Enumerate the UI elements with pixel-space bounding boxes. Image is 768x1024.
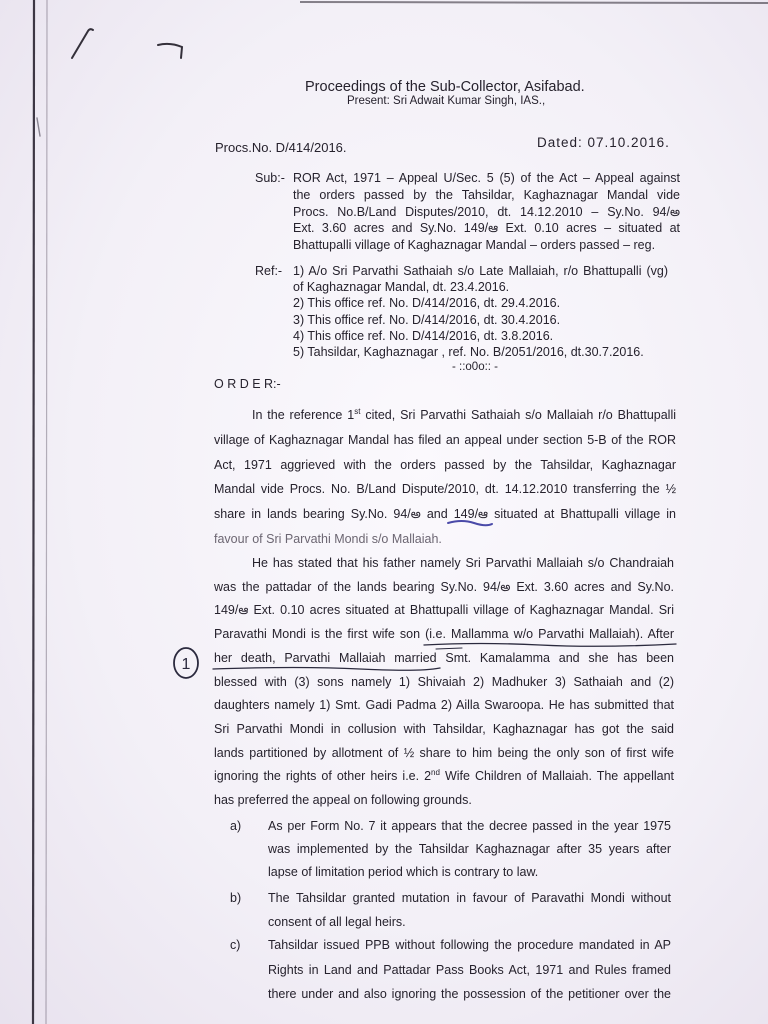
- subject-line: Bhattupalli village of Kaghaznagar Mandal – orders passed – reg.: [293, 238, 656, 253]
- references-label: Ref:-: [255, 264, 283, 278]
- line-text: Wife Children of Mallaiah. The appellant: [439, 769, 674, 784]
- ground-label: c): [230, 938, 241, 952]
- ground-label: a): [230, 818, 242, 833]
- scan-left-edge-line: [33, 0, 34, 1024]
- paragraph-line: has preferred the appeal on following grounds.: [214, 793, 472, 808]
- margin-number: 1: [181, 656, 191, 673]
- pen-hook-mark: [158, 44, 182, 58]
- ground-label: b): [230, 890, 242, 905]
- ground-line: The Tahsildar granted mutation in favour of Paravathi Mondi without: [268, 890, 671, 905]
- scan-margin-line: [46, 0, 47, 1024]
- paragraph-line: Act, 1971 aggrieved with the orders passed by the Tahsildar, Kaghaznagar: [214, 457, 676, 472]
- subject-line: Ext. 3.60 acres and Sy.No. 149/ఆ Ext. 0.10 acres – situated at: [293, 221, 680, 236]
- ordinal-suffix: st: [354, 407, 361, 416]
- ground-line: was implemented by the Tahsildar Kaghaznagar after 35 years after: [268, 841, 671, 856]
- proceedings-date: Dated: 07.10.2016.: [537, 135, 670, 150]
- section-separator: - ::o0o:: -: [452, 361, 499, 373]
- paragraph-line: He has stated that his father namely Sri Parvathi Mallaiah s/o Chandraiah: [252, 556, 674, 570]
- subject-line: the orders passed by the Tahsildar, Kaghaznagar Mandal vide: [293, 187, 680, 202]
- reference-item: 1) A/o Sri Parvathi Sathaiah s/o Late Mallaiah, r/o Bhattupalli (vg): [293, 264, 668, 278]
- pen-underline-second-marriage: [213, 668, 440, 671]
- ground-line: As per Form No. 7 it appears that the decree passed in the year 1975: [268, 818, 671, 833]
- reference-item: 5) Tahsildar, Kaghaznagar , ref. No. B/2051/2016, dt.30.7.2016.: [293, 345, 644, 360]
- presiding-officer: Present: Sri Adwait Kumar Singh, IAS.,: [347, 95, 546, 107]
- paragraph-line: was the pattadar of the lands bearing Sy.No. 94/అ Ext. 3.60 acres and Sy.No.: [214, 579, 674, 594]
- scan-top-edge-line: [300, 2, 768, 3]
- document-title: Proceedings of the Sub-Collector, Asifabad.: [305, 79, 585, 95]
- paragraph-line: Paravathi Mondi is the first wife son (i.e. Mallamma w/o Parvathi Mallaiah). After: [214, 627, 674, 642]
- paragraph-line: Sri Parvathi Mondi in collusion with Tahsildar, Kaghaznagar has got the said: [214, 721, 674, 736]
- line-text: In the reference 1: [252, 408, 355, 422]
- ground-line: there under and also ignoring the possession of the petitioner over the: [268, 987, 671, 1001]
- subject-line: ROR Act, 1971 – Appeal U/Sec. 5 (5) of the Act – Appeal against: [293, 171, 680, 185]
- paragraph-line: favour of Sri Parvathi Mondi s/o Mallaiah.: [214, 531, 442, 546]
- reference-item: 3) This office ref. No. D/414/2016, dt. 30.4.2016.: [293, 312, 561, 327]
- paragraph-line: daughters namely 1) Smt. Gadi Padma 2) Ailla Swaroopa. He has submitted that: [214, 698, 674, 713]
- reference-item: 2) This office ref. No. D/414/2016, dt. 29.4.2016.: [293, 296, 561, 311]
- reference-item: 4) This office ref. No. D/414/2016, dt. 3.8.2016.: [293, 328, 554, 343]
- paragraph-line: lands partitioned by allotment of ½ share to him being the only son of first wife: [214, 745, 674, 760]
- reference-item: of Kaghaznagar Mandal, dt. 23.4.2016.: [293, 280, 510, 295]
- pen-underline-survey-number: [448, 521, 492, 525]
- ground-line: Tahsildar issued PPB without following the procedure mandated in AP: [268, 938, 671, 952]
- pen-tick-mark: [37, 118, 40, 136]
- ground-line: lapse of limitation period which is contrary to law.: [268, 864, 539, 879]
- ground-line: consent of all legal heirs.: [268, 914, 406, 929]
- line-text: ignoring the rights of other heirs i.e. 2: [214, 769, 432, 784]
- order-heading: O R D E R:-: [214, 377, 281, 391]
- ordinal-suffix: nd: [431, 768, 440, 778]
- proceedings-number: Procs.No. D/414/2016.: [215, 140, 347, 155]
- paragraph-line: blessed with (3) sons namely 1) Shivaiah 2) Madhuker 3) Sathaiah and (2): [214, 674, 674, 689]
- paragraph-line: village of Kaghaznagar Mandal has filed an appeal under section 5-B of the ROR: [214, 432, 676, 447]
- subject-line: Procs. No.B/Land Disputes/2010, dt. 14.12.2010 – Sy.No. 94/అ: [293, 204, 680, 219]
- pen-underline-first-wife: [424, 644, 676, 647]
- pen-slash-mark: [72, 29, 93, 58]
- subject-label: Sub:-: [255, 171, 285, 185]
- paragraph-line: her death, Parvathi Mallaiah married Smt. Kamalamma and she has been: [214, 650, 674, 665]
- line-text: cited, Sri Parvathi Sathaiah s/o Mallaiah r/o Bhattupalli: [360, 408, 677, 422]
- paragraph-line: 149/ఆ Ext. 0.10 acres situated at Bhattupalli village of Kaghaznagar Mandal. Sri: [214, 603, 674, 618]
- paragraph-line: share in lands bearing Sy.No. 94/అ and 149/ఆ situated at Bhattupalli village in: [214, 507, 676, 522]
- pen-double-stroke: [436, 648, 462, 649]
- ground-line: Rights in Land and Pattadar Pass Books Act, 1971 and Rules framed: [268, 962, 671, 977]
- paragraph-line: Mandal vide Procs. No. B/Land Dispute/2010, dt. 14.12.2010 transferring the ½: [214, 482, 676, 497]
